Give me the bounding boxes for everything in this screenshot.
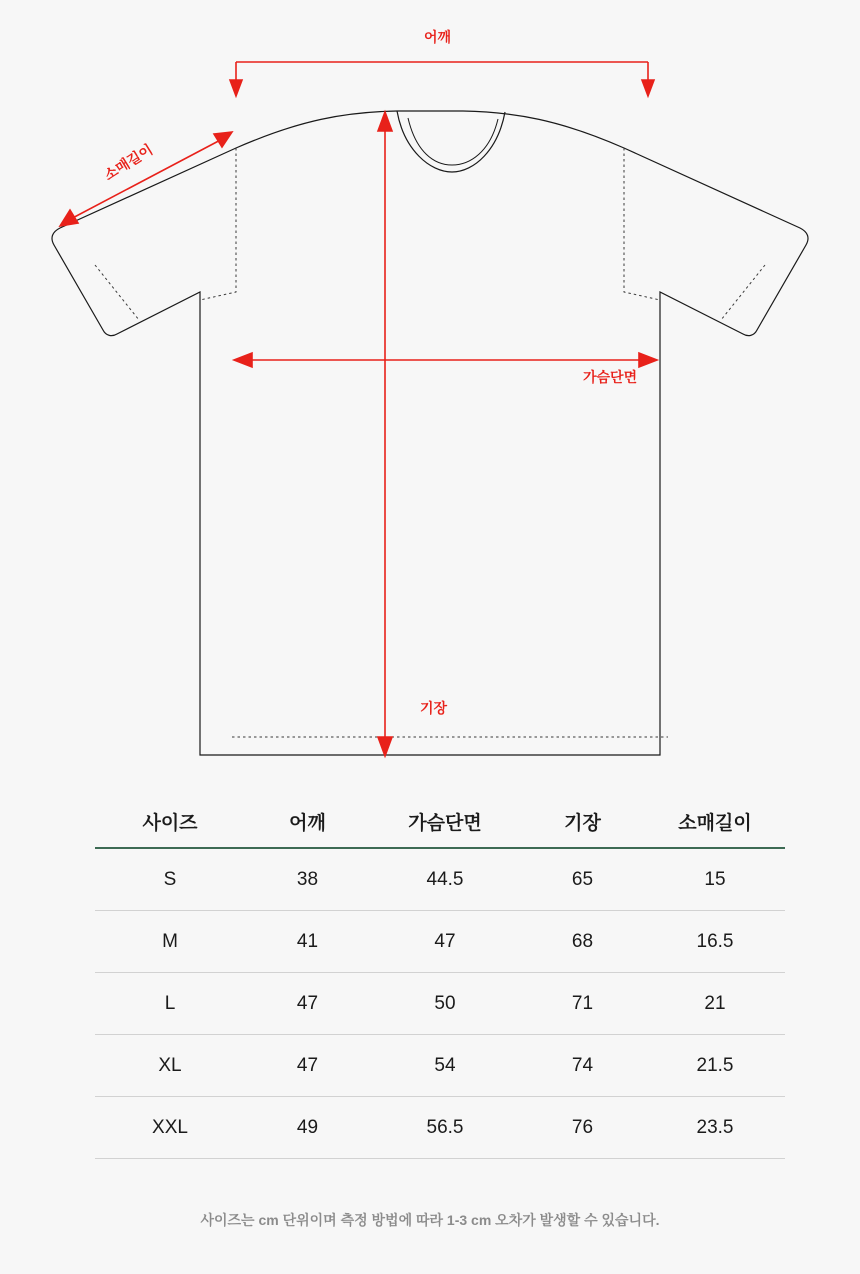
- table-cell: 47: [245, 973, 370, 1035]
- table-cell: 21.5: [645, 1035, 785, 1097]
- table-cell: 54: [370, 1035, 520, 1097]
- table-cell: 50: [370, 973, 520, 1035]
- table-cell: 49: [245, 1097, 370, 1159]
- table-header-cell: 가슴단면: [370, 800, 520, 848]
- table-cell: 56.5: [370, 1097, 520, 1159]
- table-cell: 68: [520, 911, 645, 973]
- table-cell: 47: [370, 911, 520, 973]
- table-header-row: [95, 800, 785, 848]
- table-cell: 16.5: [645, 911, 785, 973]
- size-table: [95, 800, 785, 1159]
- measurement-note: 사이즈는 cm 단위이며 측정 방법에 따라 1-3 cm 오차가 발생할 수 있습니다.: [200, 1212, 660, 1228]
- table-header-cell: 어깨: [245, 800, 370, 848]
- table-cell: L: [95, 973, 245, 1035]
- table-cell: M: [95, 911, 245, 973]
- table-cell: 21: [645, 973, 785, 1035]
- table-cell: 74: [520, 1035, 645, 1097]
- dimension-label-shoulder: 어깨: [424, 29, 452, 45]
- table-row: [95, 1035, 785, 1097]
- dimension-label-length: 기장: [420, 700, 448, 716]
- table-cell: 76: [520, 1097, 645, 1159]
- measure-arrows: [60, 62, 657, 756]
- table-cell: 47: [245, 1035, 370, 1097]
- size-table-container: [95, 800, 785, 1159]
- table-cell: S: [95, 848, 245, 911]
- table-row: [95, 1097, 785, 1159]
- seam-dotted-lines: [95, 148, 765, 737]
- table-cell: XXL: [95, 1097, 245, 1159]
- table-cell: XL: [95, 1035, 245, 1097]
- table-row: [95, 911, 785, 973]
- table-cell: 15: [645, 848, 785, 911]
- table-cell: 41: [245, 911, 370, 973]
- table-header-cell: 사이즈: [95, 800, 245, 848]
- table-row: [95, 848, 785, 911]
- table-header-cell: 소매길이: [645, 800, 785, 848]
- table-cell: 44.5: [370, 848, 520, 911]
- table-cell: 71: [520, 973, 645, 1035]
- shirt-outline: [52, 111, 808, 755]
- table-cell: 65: [520, 848, 645, 911]
- table-header-cell: 기장: [520, 800, 645, 848]
- table-row: [95, 973, 785, 1035]
- table-cell: 38: [245, 848, 370, 911]
- dimension-label-sleeve: 소매길이: [101, 141, 156, 184]
- table-cell: 23.5: [645, 1097, 785, 1159]
- dimension-label-chest: 가슴단면: [583, 369, 638, 385]
